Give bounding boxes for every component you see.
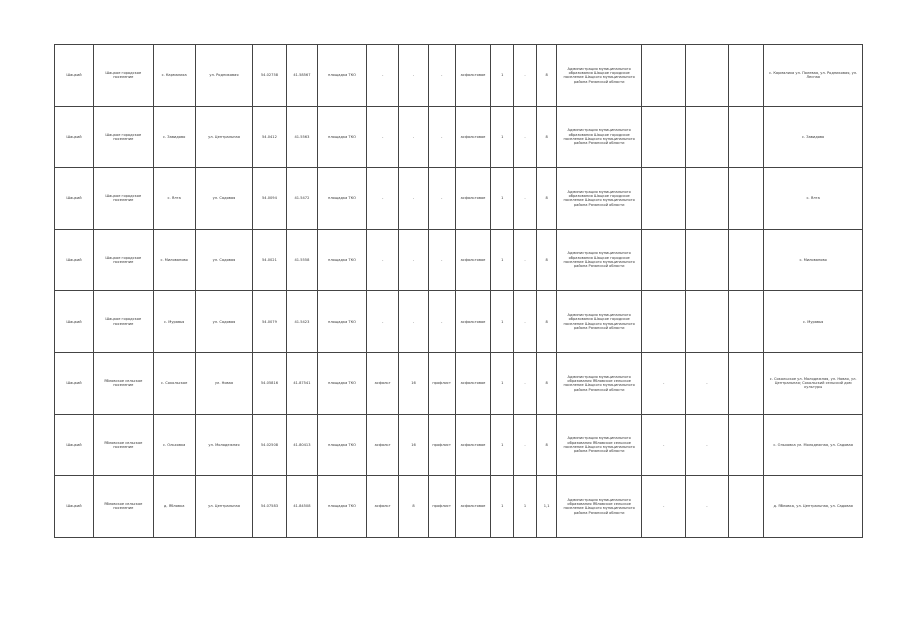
cell-containers: 1 <box>491 476 514 538</box>
cell-locality: с. Завидово <box>153 106 195 168</box>
cell-object: площадка ТКО <box>318 229 367 291</box>
cell-lat: 54.02508 <box>253 414 287 476</box>
cell-fence: - <box>428 106 455 168</box>
cell-object: площадка ТКО <box>318 476 367 538</box>
cell-address: ул. Родниковая <box>195 45 252 107</box>
cell-owner: Администрация муниципального образования Шацкое городское поселение Шацкого муниципального района Рязанской области <box>557 168 641 230</box>
cell-address: ул. Центральная <box>195 106 252 168</box>
cell-settlement: Ябловское сельское поселение <box>93 352 153 414</box>
cell-object: площадка ТКО <box>318 45 367 107</box>
cell-area: - <box>399 45 428 107</box>
cell-c17 <box>728 106 764 168</box>
cell-c17 <box>728 45 764 107</box>
cell-fence: - <box>428 229 455 291</box>
cell-sources: с. Ялта <box>764 168 863 230</box>
table-row <box>55 352 863 414</box>
cell-c16: - <box>686 414 728 476</box>
cell-volume: 8 <box>536 168 557 230</box>
cell-fence: профлист <box>428 352 455 414</box>
cell-area: - <box>399 168 428 230</box>
cell-c17 <box>728 168 764 230</box>
cell-c16 <box>686 45 728 107</box>
cell-locality: с. Сокольское <box>153 352 195 414</box>
cell-bunker: - <box>514 45 537 107</box>
cell-object: площадка ТКО <box>318 414 367 476</box>
cell-c17 <box>728 291 764 353</box>
cell-c15: - <box>641 476 685 538</box>
cell-lat: 54.0094 <box>253 168 287 230</box>
cell-containers: 1 <box>491 229 514 291</box>
cell-coverage: асфальтовое <box>455 291 491 353</box>
table-row <box>55 414 863 476</box>
cell-area: 16 <box>399 414 428 476</box>
cell-volume: 1,1 <box>536 476 557 538</box>
cell-bunker: 1 <box>514 476 537 538</box>
cell-containers: 1 <box>491 168 514 230</box>
cell-volume: 8 <box>536 414 557 476</box>
cell-c15 <box>641 291 685 353</box>
cell-coverage: асфальтовое <box>455 476 491 538</box>
cell-lon: 41.87541 <box>286 352 317 414</box>
cell-sources: с. Ольховка ул. Молодежная, ул. Садовая <box>764 414 863 476</box>
cell-lon: 41.5563 <box>286 106 317 168</box>
cell-owner: Администрация муниципального образования Шацкое городское поселение Шацкого муниципального района Рязанской области <box>557 106 641 168</box>
cell-lon: 41.84508 <box>286 476 317 538</box>
cell-settlement: Шацкое городское поселение <box>93 229 153 291</box>
cell-lon: 41.5423 <box>286 291 317 353</box>
cell-address: ул. Молодежная <box>195 414 252 476</box>
register-table-body <box>55 45 863 538</box>
cell-surface: асфальт <box>366 414 398 476</box>
cell-coverage: асфальтовое <box>455 414 491 476</box>
cell-sources: с. Милованово <box>764 229 863 291</box>
cell-locality: с. Ольховка <box>153 414 195 476</box>
cell-object: площадка ТКО <box>318 168 367 230</box>
cell-c16 <box>686 168 728 230</box>
cell-bunker: - <box>514 106 537 168</box>
cell-c15 <box>641 229 685 291</box>
cell-c16 <box>686 229 728 291</box>
cell-locality: с. Муравья <box>153 291 195 353</box>
cell-c15: - <box>641 414 685 476</box>
cell-district: Шацкий <box>55 414 94 476</box>
cell-surface: - <box>366 291 398 353</box>
table-row <box>55 229 863 291</box>
cell-volume: 8 <box>536 291 557 353</box>
cell-fence: - <box>428 291 455 353</box>
cell-lon: 41.58567 <box>286 45 317 107</box>
cell-district: Шацкий <box>55 168 94 230</box>
cell-owner: Администрация муниципального образования Ябловское сельское поселение Шацкого муниципального района Рязанской области <box>557 414 641 476</box>
cell-c17 <box>728 476 764 538</box>
table-row <box>55 106 863 168</box>
cell-containers: 1 <box>491 45 514 107</box>
cell-locality: с. Милованово <box>153 229 195 291</box>
cell-owner: Администрация муниципального образования Шацкое городское поселение Шацкого муниципального района Рязанской области <box>557 291 641 353</box>
cell-volume: 8 <box>536 229 557 291</box>
cell-bunker: - <box>514 352 537 414</box>
cell-c16: - <box>686 476 728 538</box>
cell-locality: с. Кармалиха <box>153 45 195 107</box>
cell-locality: с. Ялта <box>153 168 195 230</box>
cell-c15: - <box>641 352 685 414</box>
cell-sources: д. Ябловка, ул. Центральная, ул. Садовая <box>764 476 863 538</box>
cell-bunker: - <box>514 229 537 291</box>
cell-settlement: Ябловское сельское поселение <box>93 414 153 476</box>
cell-address: ул. Садовая <box>195 291 252 353</box>
cell-coverage: асфальтовое <box>455 106 491 168</box>
cell-c15 <box>641 168 685 230</box>
cell-fence: - <box>428 168 455 230</box>
cell-containers: 1 <box>491 352 514 414</box>
cell-coverage: асфальтовое <box>455 229 491 291</box>
cell-district: Шацкий <box>55 291 94 353</box>
cell-c17 <box>728 229 764 291</box>
cell-lat: 54.02758 <box>253 45 287 107</box>
cell-c16: - <box>686 352 728 414</box>
cell-lat: 54.07583 <box>253 476 287 538</box>
cell-c15 <box>641 106 685 168</box>
cell-address: ул. Центральная <box>195 476 252 538</box>
cell-owner: Администрация муниципального образования Ябловское сельское поселение Шацкого муниципального района Рязанской области <box>557 352 641 414</box>
cell-lon: 41.80413 <box>286 414 317 476</box>
cell-address: ул. Садовая <box>195 168 252 230</box>
cell-surface: асфальт <box>366 352 398 414</box>
table-row <box>55 476 863 538</box>
cell-coverage: асфальтовое <box>455 45 491 107</box>
cell-area: - <box>399 106 428 168</box>
cell-lat: 54.05816 <box>253 352 287 414</box>
cell-district: Шацкий <box>55 352 94 414</box>
cell-surface: - <box>366 229 398 291</box>
cell-owner: Администрация муниципального образования Шацкое городское поселение Шацкого муниципального района Рязанской области <box>557 229 641 291</box>
cell-settlement: Шацкое городское поселение <box>93 291 153 353</box>
cell-district: Шацкий <box>55 476 94 538</box>
cell-volume: 8 <box>536 45 557 107</box>
cell-settlement: Ябловское сельское поселение <box>93 476 153 538</box>
table-row <box>55 291 863 353</box>
cell-fence: - <box>428 45 455 107</box>
cell-lat: 54.0412 <box>253 106 287 168</box>
cell-surface: - <box>366 45 398 107</box>
cell-area: 8 <box>399 476 428 538</box>
cell-fence: профлист <box>428 476 455 538</box>
cell-sources: с. Муравья <box>764 291 863 353</box>
cell-settlement: Шацкое городское поселение <box>93 168 153 230</box>
cell-containers: 1 <box>491 106 514 168</box>
cell-sources: с. Сокольское ул. Молодежная, ул. Новая, ул. Центральная; Сокольский сельский дом культуры <box>764 352 863 414</box>
cell-c17 <box>728 352 764 414</box>
cell-c17 <box>728 414 764 476</box>
cell-settlement: Шацкое городское поселение <box>93 106 153 168</box>
cell-settlement: Шацкое городское поселение <box>93 45 153 107</box>
cell-lon: 41.5558 <box>286 229 317 291</box>
cell-sources: с. Кармалиха ул. Полевая, ул. Родниковая, ул. Лесная <box>764 45 863 107</box>
cell-c16 <box>686 291 728 353</box>
cell-coverage: асфальтовое <box>455 168 491 230</box>
cell-object: площадка ТКО <box>318 352 367 414</box>
table-row <box>55 168 863 230</box>
cell-surface: - <box>366 106 398 168</box>
cell-c16 <box>686 106 728 168</box>
cell-address: ул. Новая <box>195 352 252 414</box>
waste-sites-register-table <box>54 44 863 538</box>
cell-fence: профлист <box>428 414 455 476</box>
cell-bunker: - <box>514 291 537 353</box>
cell-lon: 41.5472 <box>286 168 317 230</box>
cell-bunker: - <box>514 414 537 476</box>
cell-c15 <box>641 45 685 107</box>
cell-area: - <box>399 291 428 353</box>
cell-volume: 8 <box>536 106 557 168</box>
cell-district: Шацкий <box>55 229 94 291</box>
cell-lat: 54.0079 <box>253 291 287 353</box>
cell-district: Шацкий <box>55 45 94 107</box>
cell-area: - <box>399 229 428 291</box>
table-row <box>55 45 863 107</box>
cell-object: площадка ТКО <box>318 291 367 353</box>
cell-surface: асфальт <box>366 476 398 538</box>
cell-district: Шацкий <box>55 106 94 168</box>
cell-volume: 8 <box>536 352 557 414</box>
cell-locality: д. Ябловка <box>153 476 195 538</box>
cell-lat: 54.0021 <box>253 229 287 291</box>
cell-surface: - <box>366 168 398 230</box>
cell-object: площадка ТКО <box>318 106 367 168</box>
cell-containers: 1 <box>491 291 514 353</box>
cell-address: ул. Садовая <box>195 229 252 291</box>
cell-bunker: - <box>514 168 537 230</box>
cell-owner: Администрация муниципального образования Шацкое городское поселение Шацкого муниципального района Рязанской области <box>557 45 641 107</box>
cell-owner: Администрация муниципального образования Ябловское сельское поселение Шацкого муниципального района Рязанской области <box>557 476 641 538</box>
cell-containers: 1 <box>491 414 514 476</box>
cell-coverage: асфальтовое <box>455 352 491 414</box>
cell-sources: с. Завидово <box>764 106 863 168</box>
cell-area: 16 <box>399 352 428 414</box>
